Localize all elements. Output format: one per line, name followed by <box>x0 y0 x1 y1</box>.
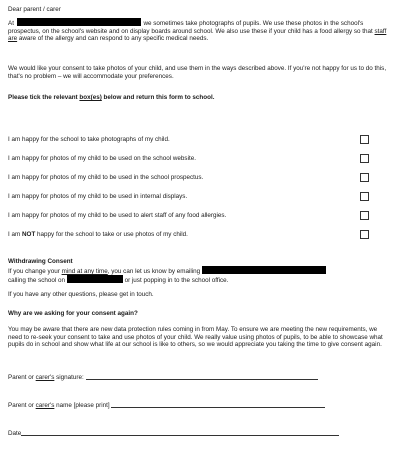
consent-option-not-happy <box>8 230 392 242</box>
withdraw-line-2 <box>8 275 388 285</box>
date-label: Date <box>8 430 22 437</box>
option-label: I am happy for photos of my child to be used to alert staff of any food allergies. <box>8 212 227 219</box>
option-label: I am happy for photos of my child to be used in the school prospectus. <box>8 174 204 181</box>
intro-paragraph <box>8 18 388 43</box>
tick-heading-start: Please tick the relevant <box>8 94 80 101</box>
withdraw-text-c: calling the school on <box>8 277 66 284</box>
redacted-school-name <box>17 18 141 26</box>
consent-option-food-allergies <box>8 211 392 223</box>
print-name-label-a: Parent or <box>8 402 36 409</box>
intro-line1: we sometimes take photographs of pupils. We use these photos in <box>143 20 329 27</box>
print-name-line[interactable] <box>111 407 325 408</box>
consent-option-take-photos <box>8 135 392 147</box>
option-checkbox[interactable] <box>360 230 369 239</box>
why-paragraph: You may be aware that there are new data protection rules coming in from May. To ensure we are meeting the new requirements, we need to re-seek your consent to take and use photos of your child. We really value using photos of pupils, to be able to showcase what pupils do in school and show what life at our school is like to others, so we would appreciate you taking the time to give consent again. <box>8 326 383 349</box>
signature-label-a: Parent or <box>8 374 36 381</box>
withdraw-text-a: If you change your <box>8 268 62 275</box>
option-checkbox[interactable] <box>360 173 369 182</box>
other-questions: If you have any other questions, please get in touch. <box>8 291 154 298</box>
option-label: I am happy for photos of my child to be used in internal displays. <box>8 193 188 200</box>
option-label-post: happy for the school to take or use photos of my child. <box>35 231 188 238</box>
option-label: I am happy for the school to take photographs of my child. <box>8 136 170 143</box>
signature-field <box>8 374 318 382</box>
option-checkbox[interactable] <box>360 135 369 144</box>
signature-line[interactable] <box>86 379 318 380</box>
signature-carer: carer's <box>35 374 55 381</box>
greeting: Dear parent / carer <box>8 6 61 13</box>
consent-option-internal-displays <box>8 192 392 204</box>
why-heading: Why are we asking for your consent again? <box>8 310 138 317</box>
intro-line2: the school's prospectus, on the school's website and on display boards around school. We also use these if your child has a food allergy so that <box>8 20 373 35</box>
tick-heading-boxes: box(es) <box>79 94 102 101</box>
intro-line3: aware of the allergy and can respond to any specific medical needs. <box>18 35 209 43</box>
withdraw-heading: Withdrawing Consent <box>8 258 73 265</box>
option-label-pre: I am <box>8 231 22 238</box>
date-line[interactable] <box>21 435 339 436</box>
withdraw-text-d: or just popping in to the school office. <box>124 277 229 284</box>
redacted-email <box>202 266 326 274</box>
consent-option-prospectus <box>8 173 392 185</box>
option-checkbox[interactable] <box>360 154 369 163</box>
option-label <box>8 231 188 239</box>
consent-paragraph: We would like your consent to take photos of your child, and use them in the ways described above. If you're not happy for us to do this, that's no problem – we will accommodate your preferences. <box>8 65 387 80</box>
print-name-field <box>8 402 325 410</box>
tick-heading <box>8 94 214 102</box>
print-name-label-b: name [please print] <box>54 402 110 409</box>
print-name-carer: carer's <box>35 402 55 409</box>
option-checkbox[interactable] <box>360 211 369 220</box>
option-label-not: NOT <box>22 231 36 238</box>
date-field <box>8 430 339 438</box>
signature-label-b: signature: <box>54 374 84 381</box>
tick-heading-end: below and return this form to school. <box>101 94 215 101</box>
option-label: I am happy for photos of my child to be used on the school website. <box>8 155 196 162</box>
withdraw-mind: mind at any time <box>61 268 108 275</box>
redacted-phone <box>67 275 123 283</box>
withdraw-text-b: , you can let us know by emailing <box>107 268 201 275</box>
intro-at: At <box>8 20 14 27</box>
intro-staff-are: staff are <box>8 27 387 43</box>
consent-option-website <box>8 154 392 166</box>
option-checkbox[interactable] <box>360 192 369 201</box>
